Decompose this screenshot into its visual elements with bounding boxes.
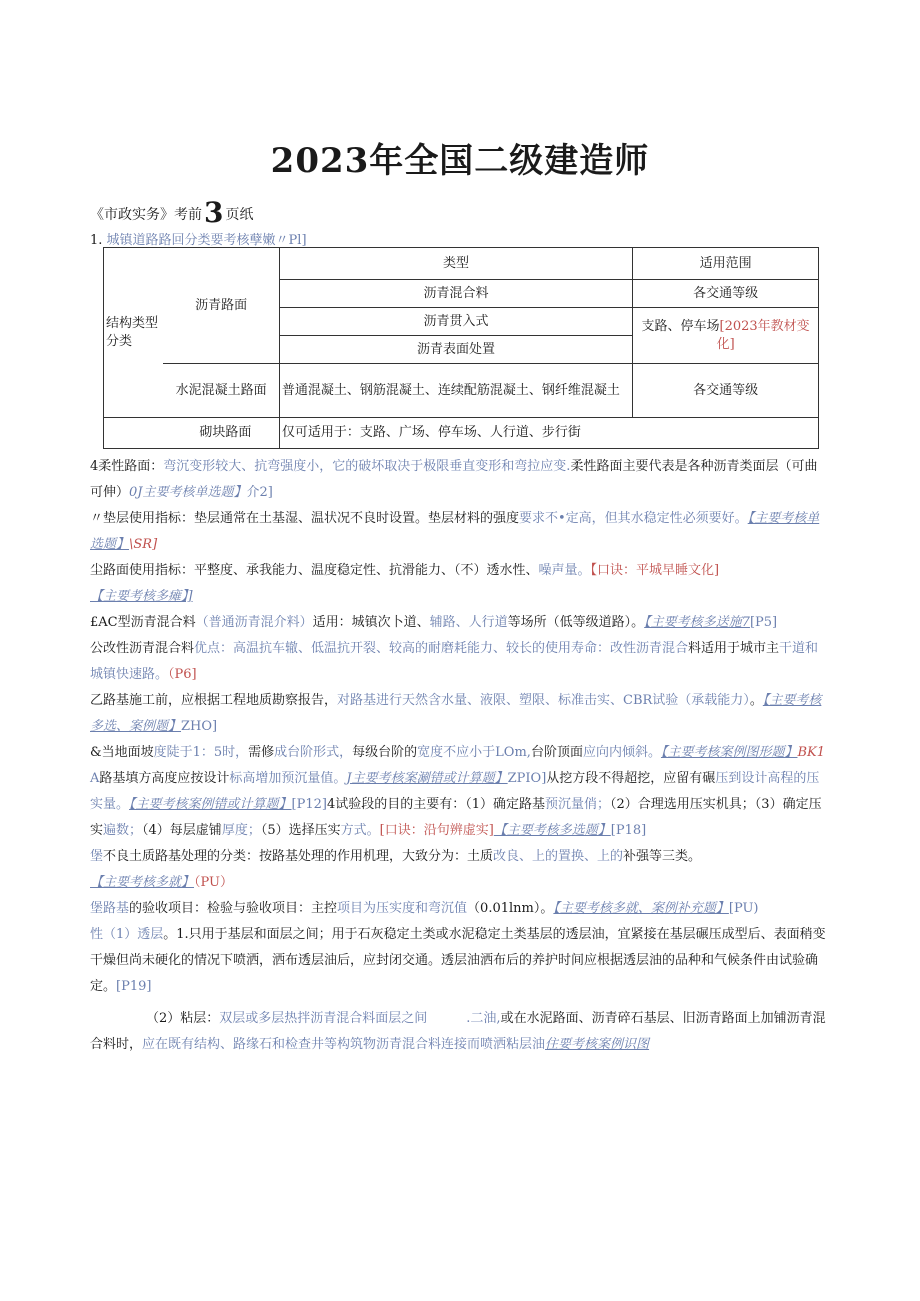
text: 项目为压实度和弯沉值 <box>337 901 468 916</box>
text: 。1.只用于基层和面层之间；用于石灰稳定土类或水泥稳定土类基层的透层油，宜紧接在基层碾压成型后、表面稍变干燥但尚未硬化的情况下喷洒，洒布透层油后，应封闭交通。透层油洒布后的养护时间应根据透层油的品种和气候条件由试验确定。 <box>90 927 826 994</box>
tag: 【主要考核多瘫】] <box>90 589 193 604</box>
text: 标高增加预沉量值。 <box>229 771 347 786</box>
tag: 【主要考核单选题】 <box>90 511 820 552</box>
text: 柔性路面主要代表是各种沥青类面层（可曲可伸） <box>90 459 818 500</box>
text: 每级台阶的 <box>352 745 418 760</box>
paragraph <box>90 558 830 610</box>
paragraph <box>90 740 830 766</box>
tag: J主要考核案涮错或计算题】 <box>346 771 508 786</box>
tag: 【主要考核多送施7 <box>644 615 750 630</box>
text: 要求不•定高，但其水稳定性必须要好。 <box>519 511 748 526</box>
asphalt-low-scope <box>633 308 819 364</box>
ref: [P18] <box>610 823 647 838</box>
text: （2）粘层： <box>146 1011 220 1026</box>
asphalt-cell: 沥青路面 <box>163 248 279 364</box>
text: 〃垫层使用指标：垫层通常在土基湿、温状况不良时设置。垫层材料的强度 <box>90 511 520 526</box>
text: 。 <box>749 693 763 708</box>
text: 成台阶形式， <box>274 745 353 760</box>
header-type: 类型 <box>279 248 632 280</box>
text: 改良、上的置换、上的 <box>493 849 624 864</box>
text: 辅路、人行道 <box>429 615 508 630</box>
paragraph <box>90 766 830 844</box>
text: .二油, <box>427 1011 501 1026</box>
text: 乙路基施工前，应根据工程地质勘察报告， <box>90 693 338 708</box>
subtitle-post: 页纸 <box>225 207 254 223</box>
tag: 【主要考核多选题】 <box>493 823 611 838</box>
text: 方式。 <box>340 823 380 838</box>
ref: ZHO] <box>181 719 218 734</box>
scope-note: [2023年教材变化] <box>716 318 810 352</box>
text: 。 <box>540 901 554 916</box>
subtitle <box>90 196 253 229</box>
text: 遍数； <box>103 823 143 838</box>
text: 从挖方段不得超挖，应留有碾 <box>546 771 716 786</box>
text: （5）选择压实 <box>260 823 341 838</box>
mnemonic: 【口诀：平城早睡文化] <box>590 563 720 578</box>
tag: 【主要考核多就、案例补充题】 <box>553 901 729 916</box>
paragraph <box>90 896 830 922</box>
notes-body <box>90 454 830 1058</box>
paragraph <box>90 688 830 740</box>
text: 应向内倾斜。 <box>582 745 661 760</box>
tag: 【主要考核案例错或计算题】 <box>129 797 292 812</box>
text: 需修 <box>248 745 275 760</box>
text: 不良土质路基处理的分类：按路基处理的作用机理，大致分为：土质 <box>103 849 494 864</box>
road-classification-table <box>103 247 819 449</box>
text: 压到设计高程的压实量。 <box>90 771 820 812</box>
ref: 介2] <box>246 485 273 500</box>
text: 预沉量俏； <box>545 797 611 812</box>
asphalt-mix-scope: 各交通等级 <box>633 280 819 308</box>
page-title: 2023年全国二级建造师 <box>270 141 650 181</box>
text: £AC型沥青混合料 <box>90 615 196 630</box>
paragraph <box>90 844 830 896</box>
text: 等场所（低等级道路）。 <box>507 615 645 630</box>
text: 台阶顶面 <box>530 745 583 760</box>
text: 料适用于城市主 <box>688 641 780 656</box>
text: 的破坏取决于极限垂直变形和弯拉应变. <box>345 459 571 474</box>
ref: \SR] <box>129 537 158 552</box>
struct-cell: 结构类型分类 <box>104 248 164 418</box>
text: 堡 <box>90 849 104 864</box>
subtitle-pre: 《市政实务》考前 <box>90 207 202 223</box>
text: （4）每层虚铺 <box>142 823 222 838</box>
text: 应在既有结构、路缘石和检查井等构筑物沥青混合料连接而喷洒粘层油 <box>142 1037 546 1052</box>
tag: 0J主要考核单选题】 <box>129 485 247 500</box>
tag: 住要考核案例识图 <box>545 1037 650 1052</box>
text: 补强等三类。 <box>623 849 702 864</box>
ref: [PU) <box>728 901 759 916</box>
paragraph <box>90 454 830 506</box>
asphalt-surface-cell: 沥青表面处置 <box>279 336 632 364</box>
heading-number: 1. <box>90 233 103 248</box>
tag: 【主要考核案例图形题】 <box>660 745 798 760</box>
heading-text: 城镇道路路回分类要考核孽嫩〃Pl] <box>106 233 307 248</box>
text: （普通沥青混介料） <box>195 615 313 630</box>
text: 优点：高温抗车辙、低温抗开裂、较高的耐磨耗能力、较长的使用寿命：改性沥青混合 <box>194 641 689 656</box>
text: 尘路面使用指标：平整度、承我能力、温度稳定性、抗滑能力、（不）透水性、 <box>90 563 539 578</box>
text: （0.01lnm） <box>467 901 541 916</box>
text: 厚度； <box>221 823 261 838</box>
ref: BK1 <box>797 745 826 760</box>
ref: [P19] <box>116 979 152 994</box>
ref: ZPIO] <box>507 771 547 786</box>
subtitle-number: 3 <box>204 196 224 229</box>
paragraph <box>90 922 830 1000</box>
asphalt-mix-cell: 沥青混合料 <box>279 280 632 308</box>
paragraph <box>90 636 830 688</box>
text: 干道和城镇快速路。 <box>90 641 819 682</box>
cement-cell: 水泥混凝土路面 <box>163 364 279 418</box>
text: 双层或多层热拌沥青混合料面层之间 <box>219 1011 428 1026</box>
text: 或在水泥路面、沥青碎石基层、旧沥青路面上加铺沥青混合料时， <box>90 1011 826 1052</box>
tag: 【主要考核多选、案例题】 <box>90 693 822 734</box>
text: 对路基进行天然含水量、液限、塑限、标准击实、CBR试验（承载能力） <box>337 693 750 708</box>
scope-text: 支路、停车场 <box>641 318 720 334</box>
ref: [P5] <box>749 615 778 630</box>
text: 适用：城镇次卜道、 <box>312 615 430 630</box>
text: 公改性沥青混合料 <box>90 641 195 656</box>
paragraph <box>90 1006 830 1058</box>
ref: [P12] <box>291 797 327 812</box>
text: 弯沉变形较大、抗弯强度小，它 <box>163 459 346 474</box>
cement-scope: 各交通等级 <box>633 364 819 418</box>
text: A <box>90 771 100 786</box>
block-types: 仅可适用于：支路、广场、停车场、人行道、步行街 <box>279 418 818 449</box>
ref: （P6] <box>168 667 197 682</box>
header-scope: 适用范围 <box>633 248 819 280</box>
text: 4试验段的目的主要有：（1）确定路基 <box>326 797 546 812</box>
text: 性（1）透层 <box>90 927 164 942</box>
block-cell: 砌块路面 <box>104 418 280 449</box>
paragraph <box>90 506 830 558</box>
text: 噪声量。 <box>538 563 591 578</box>
text: 4柔性路面： <box>90 459 164 474</box>
text: &当地面坡 <box>90 745 154 760</box>
ref: （PU） <box>194 875 233 890</box>
cement-types: 普通混凝土、钢筋混凝土、连续配筋混凝土、钢纤维混凝土 <box>279 364 632 418</box>
asphalt-penetration-cell: 沥青贯入式 <box>279 308 632 336</box>
text: 的验收项目：检验与验收项目：主控 <box>129 901 338 916</box>
text: 路基填方高度应按设计 <box>99 771 230 786</box>
tag: 【主要考核多就】 <box>90 875 195 890</box>
text: 度陡于1：5时， <box>153 745 249 760</box>
text: 堡路基 <box>90 901 130 916</box>
paragraph <box>90 610 830 636</box>
mnemonic: [口诀：沿句辨虚实] <box>379 823 494 838</box>
text: 宽度不应小于LOm, <box>417 745 531 760</box>
section-heading <box>90 229 307 248</box>
text: （2）合理选用压实机具；（3）确定压实 <box>90 797 822 838</box>
